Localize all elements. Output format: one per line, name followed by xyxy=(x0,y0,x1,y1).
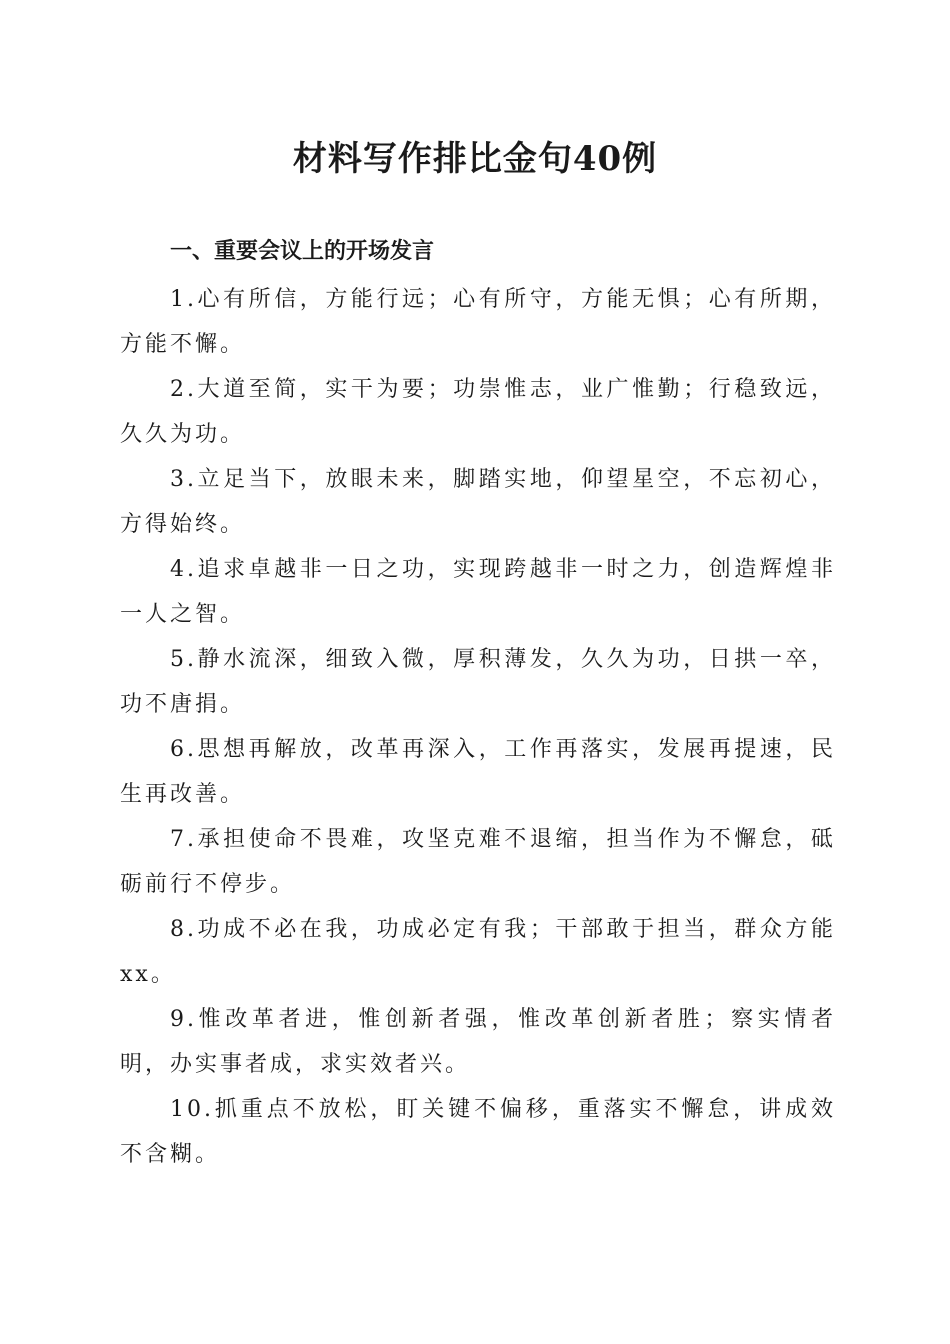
section-heading: 一、重要会议上的开场发言 xyxy=(170,239,435,264)
item-list xyxy=(120,277,836,1177)
list-item: 2.大道至简，实干为要；功崇惟志，业广惟勤；行稳致远，久久为功。 xyxy=(120,377,836,447)
document-title: 材料写作排比金句40例 xyxy=(292,139,658,179)
list-item: 8.功成不必在我，功成必定有我；干部敢于担当，群众方能xx。 xyxy=(120,917,836,987)
list-item: 6.思想再解放，改革再深入，工作再落实，发展再提速，民生再改善。 xyxy=(120,737,836,807)
list-item: 3.立足当下，放眼未来，脚踏实地，仰望星空，不忘初心，方得始终。 xyxy=(120,467,836,537)
list-item: 5.静水流深，细致入微，厚积薄发，久久为功，日拱一卒，功不唐捐。 xyxy=(120,647,836,717)
list-item: 10.抓重点不放松，盯关键不偏移，重落实不懈怠，讲成效不含糊。 xyxy=(120,1097,836,1167)
list-item: 7.承担使命不畏难，攻坚克难不退缩，担当作为不懈怠，砥砺前行不停步。 xyxy=(120,827,836,897)
list-item: 1.心有所信，方能行远；心有所守，方能无惧；心有所期，方能不懈。 xyxy=(120,287,836,357)
list-item: 9.惟改革者进，惟创新者强，惟改革创新者胜；察实情者明，办实事者成，求实效者兴。 xyxy=(120,1007,836,1077)
list-item: 4.追求卓越非一日之功，实现跨越非一时之力，创造辉煌非一人之智。 xyxy=(120,557,836,627)
